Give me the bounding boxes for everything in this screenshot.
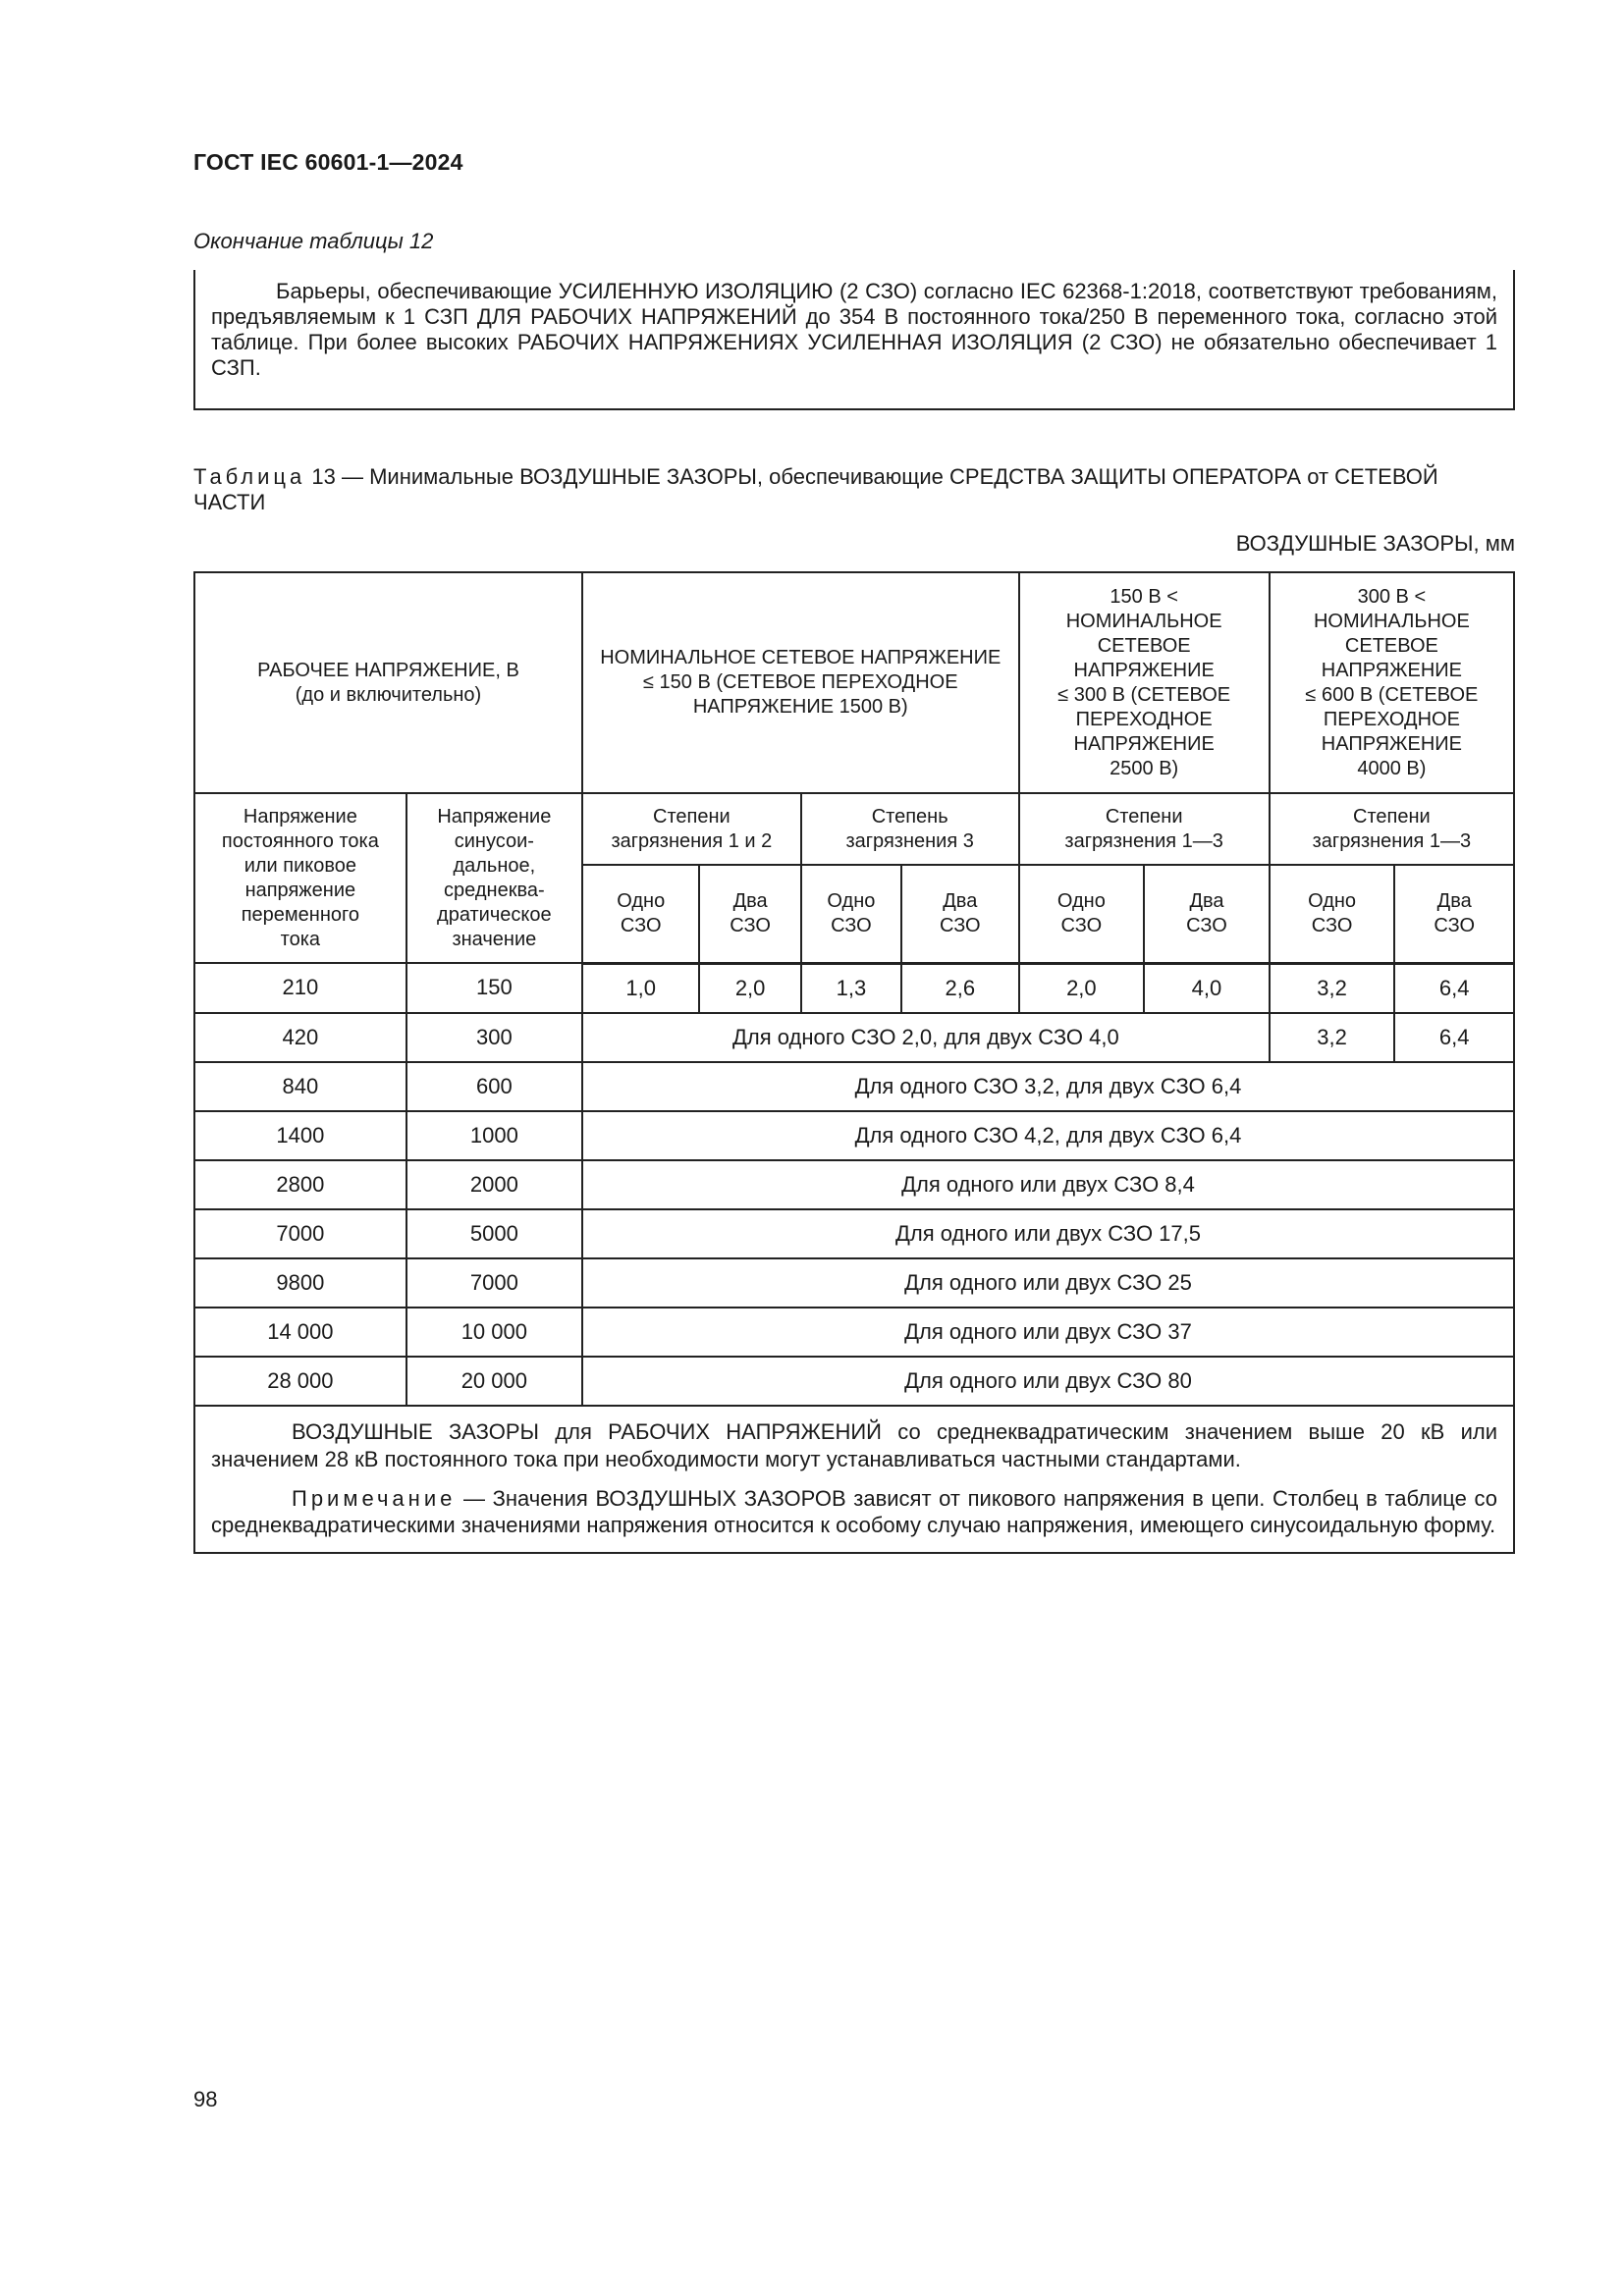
cell-merged: Для одного или двух СЗО 17,5 (582, 1209, 1514, 1258)
header-pollution-3: Степень загрязнения 3 (801, 793, 1019, 865)
table-row (194, 1258, 1514, 1308)
header-two-sop: Два СЗО (699, 865, 800, 963)
header-working-voltage: РАБОЧЕЕ НАПРЯЖЕНИЕ, В (до и включительно) (194, 572, 582, 793)
table13-title-text: 13 — Минимальные ВОЗДУШНЫЕ ЗАЗОРЫ, обеспечивающие СРЕДСТВА ЗАЩИТЫ ОПЕРАТОРА от СЕТЕВОЙ ЧАСТИ (193, 464, 1438, 514)
cell-merged: Для одного СЗО 4,2, для двух СЗО 6,4 (582, 1111, 1514, 1160)
header-pollution-1-2: Степени загрязнения 1 и 2 (582, 793, 801, 865)
table-row (194, 1013, 1514, 1062)
table-footer-row (194, 1406, 1514, 1553)
table13-title-prefix: Таблица (193, 464, 306, 489)
table-row (194, 1160, 1514, 1209)
cell-dc: 2800 (194, 1160, 406, 1209)
cell-value: 1,3 (801, 963, 901, 1013)
cell-dc: 28 000 (194, 1357, 406, 1406)
table-row (194, 1111, 1514, 1160)
page-number: 98 (193, 2087, 218, 2111)
table12-end-text: Барьеры, обеспечивающие УСИЛЕННУЮ ИЗОЛЯЦИЮ (2 СЗО) согласно IEC 62368-1:2018, соответствуют требованиям, предъявляемым к 1 СЗП ДЛЯ РАБОЧИХ НАПРЯЖЕНИЙ до 354 В постоянного тока/250 В переменного тока, согласно этой таблице. При более высоких РАБОЧИХ НАПРЯЖЕНИЯХ УСИЛЕННАЯ ИЗОЛЯЦИЯ (2 СЗО) не обязательно обеспечивает 1 СЗП. (211, 279, 1497, 380)
table-row (194, 1308, 1514, 1357)
cell-dc: 420 (194, 1013, 406, 1062)
cell-dc: 9800 (194, 1258, 406, 1308)
header-one-sop: Одно СЗО (1270, 865, 1395, 963)
table13 (193, 571, 1515, 1554)
cell-value: 6,4 (1394, 963, 1514, 1013)
cell-rms: 300 (406, 1013, 582, 1062)
note-text: — Значения ВОЗДУШНЫХ ЗАЗОРОВ зависят от пикового напряжения в цепи. Столбец в таблице со среднеквадратическими значениями напряжения относится к особому случаю напряжения, имеющего синусоидальную форму. (211, 1485, 1497, 1537)
header-pollution-1-3-b: Степени загрязнения 1—3 (1270, 793, 1514, 865)
cell-rms: 20 000 (406, 1357, 582, 1406)
table-note (211, 1485, 1497, 1538)
table-row (194, 963, 1514, 1013)
header-dc-voltage: Напряжение постоянного тока или пиковое напряжение переменного тока (194, 793, 406, 963)
table13-unit-label: ВОЗДУШНЫЕ ЗАЗОРЫ, мм (1235, 531, 1515, 556)
cell-merged: Для одного или двух СЗО 80 (582, 1357, 1514, 1406)
header-one-sop: Одно СЗО (1019, 865, 1145, 963)
header-one-sop: Одно СЗО (801, 865, 901, 963)
header-group-150: НОМИНАЛЬНОЕ СЕТЕВОЕ НАПРЯЖЕНИЕ ≤ 150 В (СЕТЕВОЕ ПЕРЕХОДНОЕ НАПРЯЖЕНИЕ 1500 В) (582, 572, 1019, 793)
cell-dc: 14 000 (194, 1308, 406, 1357)
table-row (194, 1357, 1514, 1406)
header-one-sop: Одно СЗО (582, 865, 700, 963)
cell-merged: Для одного или двух СЗО 8,4 (582, 1160, 1514, 1209)
cell-merged: Для одного или двух СЗО 25 (582, 1258, 1514, 1308)
table-continuation-caption: Окончание таблицы 12 (193, 229, 434, 253)
cell-dc: 7000 (194, 1209, 406, 1258)
header-group-300: 150 В < НОМИНАЛЬНОЕ СЕТЕВОЕ НАПРЯЖЕНИЕ ≤ 300 В (СЕТЕВОЕ ПЕРЕХОДНОЕ НАПРЯЖЕНИЕ 2500 В) (1019, 572, 1270, 793)
document-header: ГОСТ IEC 60601-1—2024 (193, 149, 463, 175)
header-group-600: 300 В < НОМИНАЛЬНОЕ СЕТЕВОЕ НАПРЯЖЕНИЕ ≤ 600 В (СЕТЕВОЕ ПЕРЕХОДНОЕ НАПРЯЖЕНИЕ 4000 В) (1270, 572, 1514, 793)
cell-rms: 5000 (406, 1209, 582, 1258)
cell-value: 1,0 (582, 963, 700, 1013)
cell-value: 2,6 (901, 963, 1019, 1013)
cell-value: 2,0 (699, 963, 800, 1013)
header-two-sop: Два СЗО (901, 865, 1019, 963)
table-row (194, 1062, 1514, 1111)
cell-rms: 10 000 (406, 1308, 582, 1357)
table13-title (193, 464, 1515, 515)
cell-rms: 1000 (406, 1111, 582, 1160)
table-footer (194, 1406, 1514, 1553)
cell-value: 3,2 (1270, 963, 1395, 1013)
header-two-sop: Два СЗО (1394, 865, 1514, 963)
cell-merged: Для одного СЗО 3,2, для двух СЗО 6,4 (582, 1062, 1514, 1111)
table-row (194, 1209, 1514, 1258)
cell-dc: 1400 (194, 1111, 406, 1160)
cell-rms: 600 (406, 1062, 582, 1111)
cell-value: 4,0 (1144, 963, 1270, 1013)
cell-value: 3,2 (1270, 1013, 1395, 1062)
cell-merged: Для одного СЗО 2,0, для двух СЗО 4,0 (582, 1013, 1270, 1062)
header-pollution-1-3-a: Степени загрязнения 1—3 (1019, 793, 1270, 865)
cell-value: 6,4 (1394, 1013, 1514, 1062)
header-two-sop: Два СЗО (1144, 865, 1270, 963)
cell-dc: 840 (194, 1062, 406, 1111)
cell-value: 2,0 (1019, 963, 1145, 1013)
note-label: Примечание (292, 1485, 457, 1511)
header-rms-voltage: Напряжение синусои- дальное, среднеква- дратическое значение (406, 793, 582, 963)
cell-rms: 2000 (406, 1160, 582, 1209)
footer-text: ВОЗДУШНЫЕ ЗАЗОРЫ для РАБОЧИХ НАПРЯЖЕНИЙ со среднеквадратическим значением выше 20 кВ или значением 28 кВ постоянного тока при необходимости могут устанавливаться частными стандартами. (211, 1418, 1497, 1471)
table12-end-box (193, 270, 1515, 410)
cell-merged: Для одного или двух СЗО 37 (582, 1308, 1514, 1357)
cell-rms: 7000 (406, 1258, 582, 1308)
cell-dc: 210 (194, 963, 406, 1013)
cell-rms: 150 (406, 963, 582, 1013)
